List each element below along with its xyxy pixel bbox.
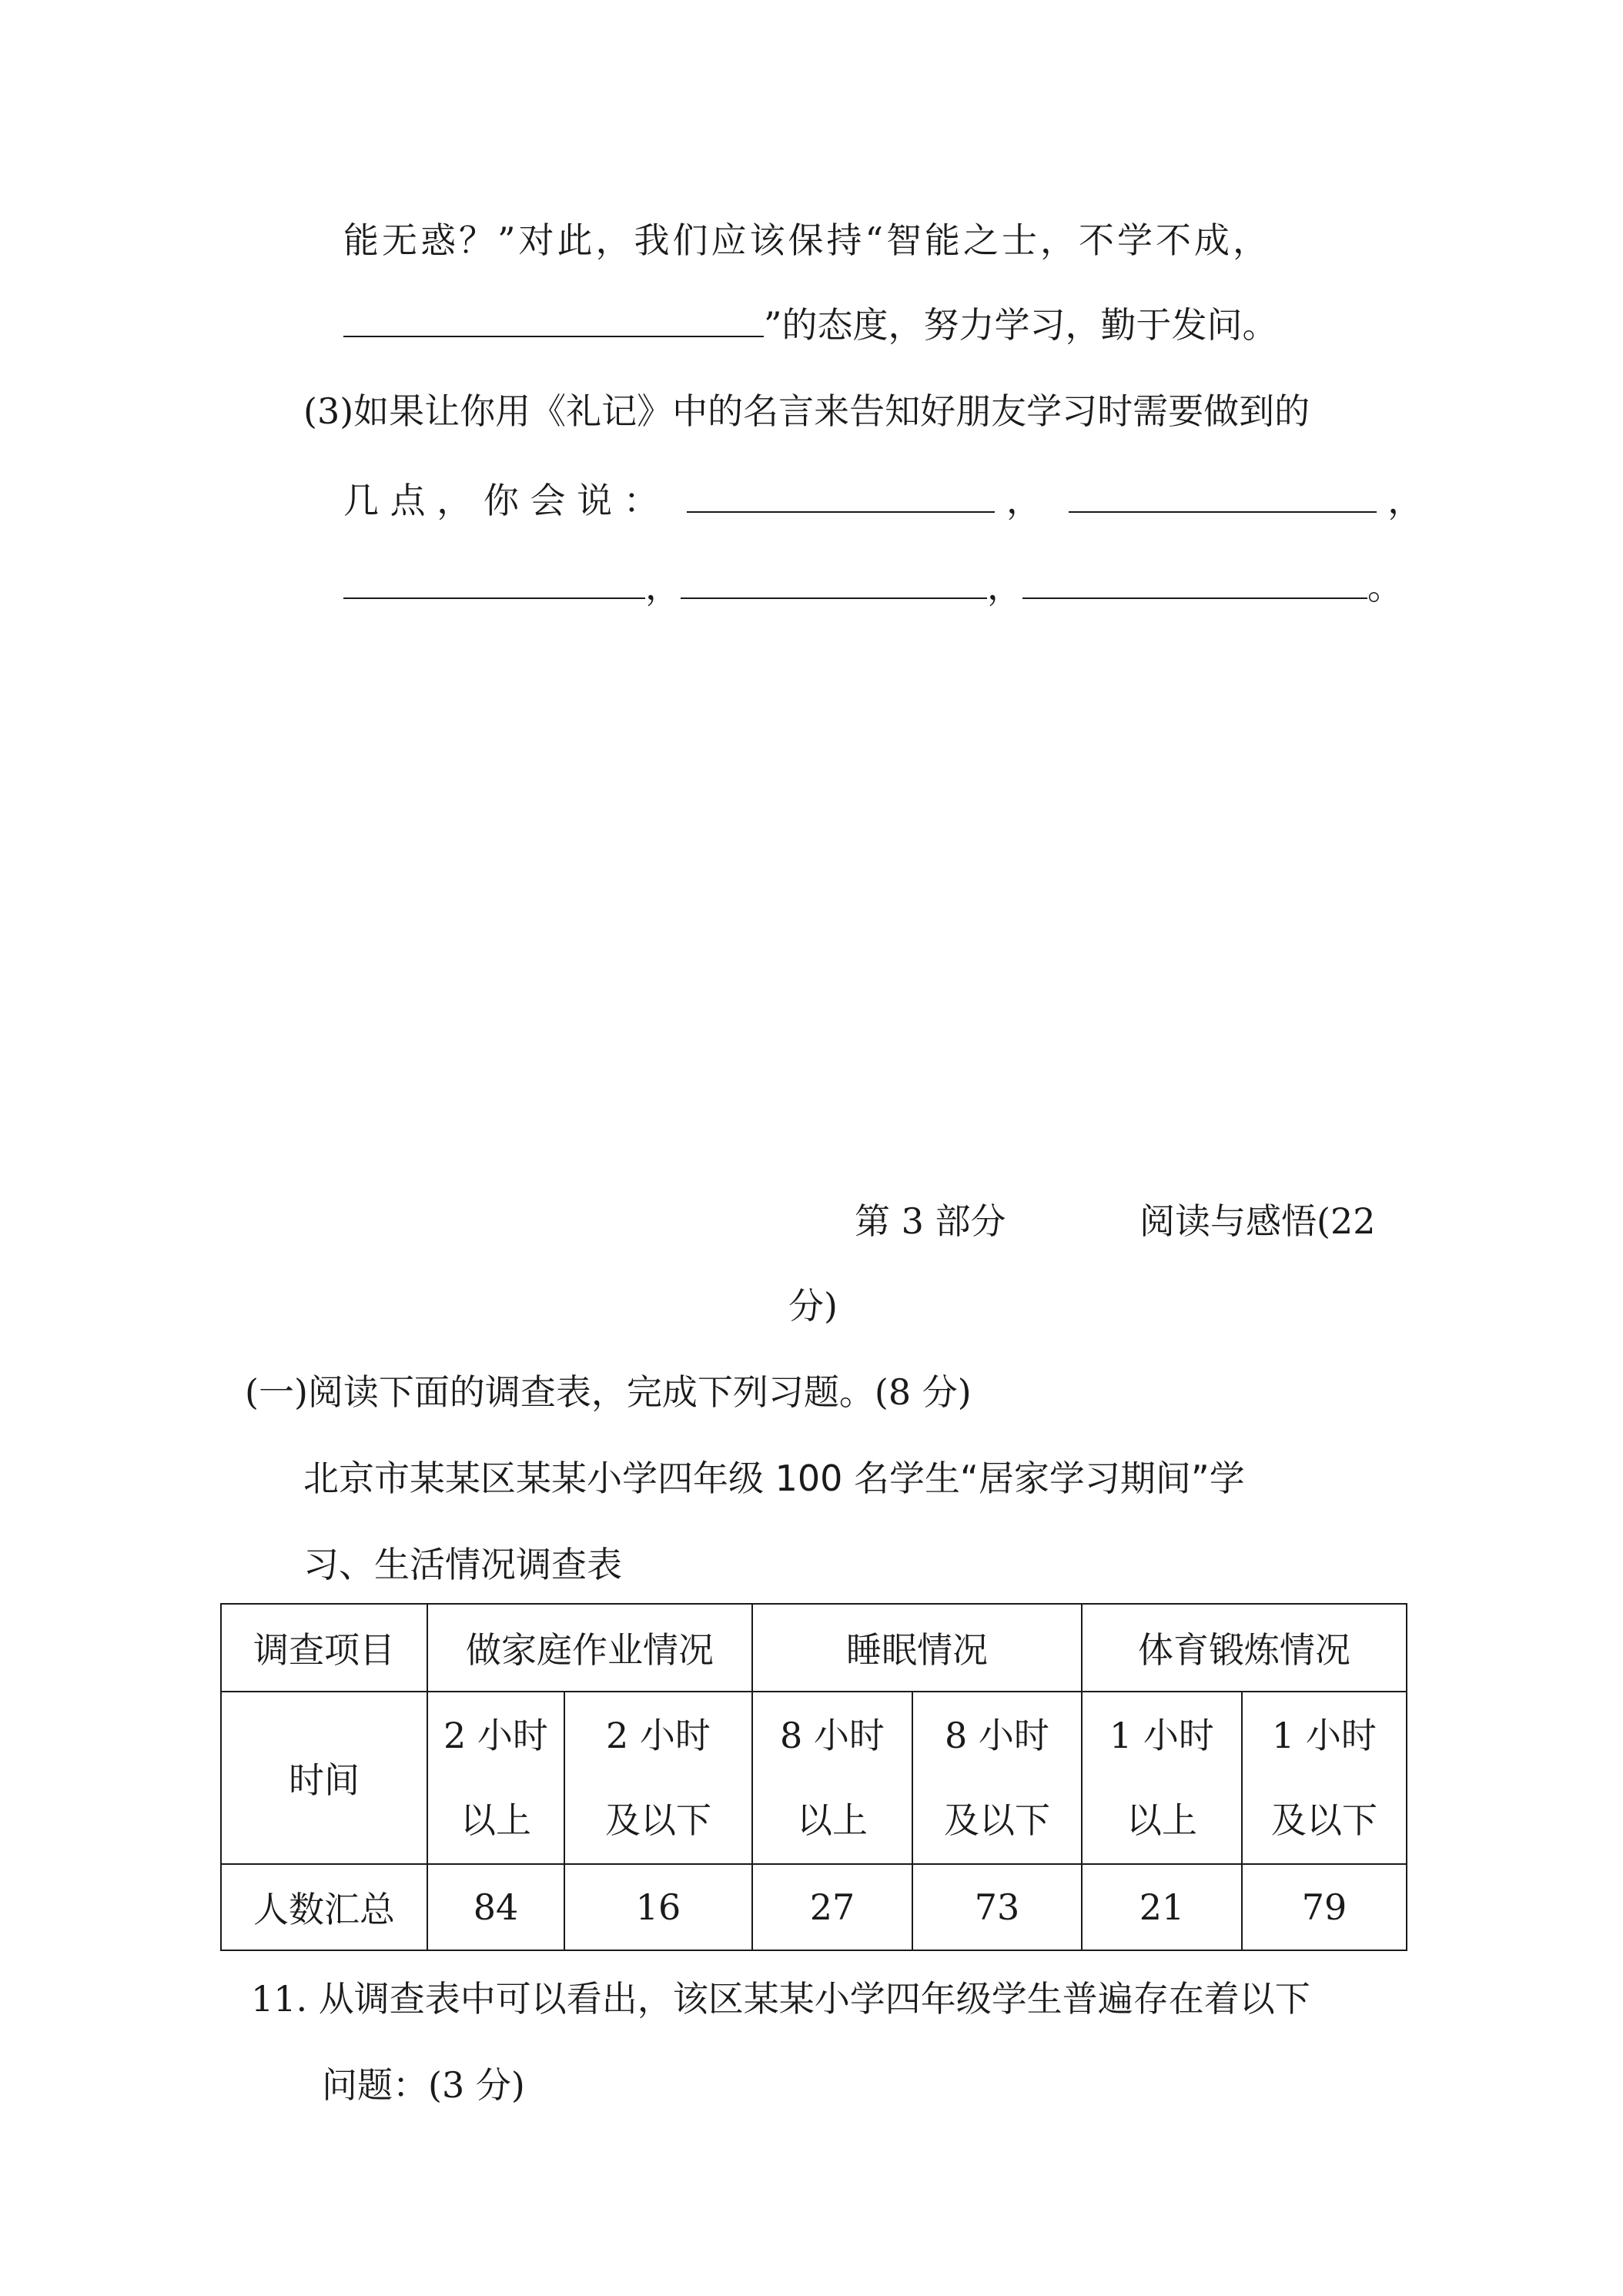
sum-cell: 79 — [1242, 1864, 1407, 1950]
answer-blank[interactable] — [343, 567, 645, 599]
table-row-time — [221, 1692, 1407, 1864]
time-cell: 8 小时 及以下 — [912, 1692, 1082, 1864]
q3-line2-prefix: 几 点 ， 你 会 说 ： — [343, 480, 659, 521]
header-homework: 做家庭作业情况 — [427, 1604, 752, 1692]
table-header-row — [221, 1604, 1407, 1692]
q3-line3 — [343, 564, 1403, 610]
sum-cell: 84 — [427, 1864, 564, 1950]
table-title-line1: 北京市某某区某某小学四年级 100 名学生“居家学习期间”学 — [303, 1458, 1245, 1499]
comma: ， — [1006, 480, 1042, 521]
section-part: 第 3 部分 — [855, 1200, 1006, 1242]
section-title: 阅读与感悟(22 — [1139, 1200, 1376, 1242]
answer-blank[interactable] — [687, 480, 995, 513]
header-sleep: 睡眠情况 — [752, 1604, 1082, 1692]
table-row-sum — [221, 1864, 1407, 1950]
q11-line2: 问题：(3 分) — [322, 2064, 525, 2106]
q3-line2 — [343, 477, 1423, 524]
answer-blank[interactable] — [1022, 567, 1367, 599]
answer-blank[interactable] — [1069, 480, 1377, 513]
survey-table — [220, 1603, 1407, 1951]
q11-line1: 11. 从调查表中可以看出，该区某某小学四年级学生普遍存在着以下 — [251, 1978, 1310, 2020]
period: 。 — [1367, 566, 1403, 607]
time-cell: 1 小时 以上 — [1082, 1692, 1242, 1864]
time-cell: 8 小时 以上 — [752, 1692, 912, 1864]
q2-line1: 能无惑？”对此，我们应该保持“智能之士，不学不成， — [343, 219, 1272, 261]
sum-cell: 21 — [1082, 1864, 1242, 1950]
comma: ， — [1387, 480, 1424, 521]
time-cell: 2 小时 及以下 — [564, 1692, 752, 1864]
row-label-time: 时间 — [221, 1692, 427, 1864]
sum-cell: 16 — [564, 1864, 752, 1950]
comma: ， — [987, 566, 1022, 607]
header-exercise: 体育锻炼情况 — [1082, 1604, 1407, 1692]
table-title-line2: 习、生活情况调查表 — [303, 1544, 622, 1585]
row-label-sum: 人数汇总 — [221, 1864, 427, 1950]
sum-cell: 27 — [752, 1864, 912, 1950]
comma: ， — [645, 566, 681, 607]
answer-blank[interactable] — [681, 567, 987, 599]
sum-cell: 73 — [912, 1864, 1082, 1950]
reading-heading: (一)阅读下面的调查表，完成下列习题。(8 分) — [245, 1371, 972, 1413]
answer-blank[interactable] — [343, 305, 764, 337]
time-cell: 2 小时 以上 — [427, 1692, 564, 1864]
section-title-cont: 分) — [788, 1285, 838, 1327]
time-cell: 1 小时 及以下 — [1242, 1692, 1407, 1864]
q3-line1: (3)如果让你用《礼记》中的名言来告知好朋友学习时需要做到的 — [303, 390, 1310, 432]
header-survey-item: 调查项目 — [221, 1604, 427, 1692]
q2-line2 — [343, 302, 1278, 348]
q2-line2-tail: ”的态度，努力学习，勤于发问。 — [764, 304, 1278, 346]
